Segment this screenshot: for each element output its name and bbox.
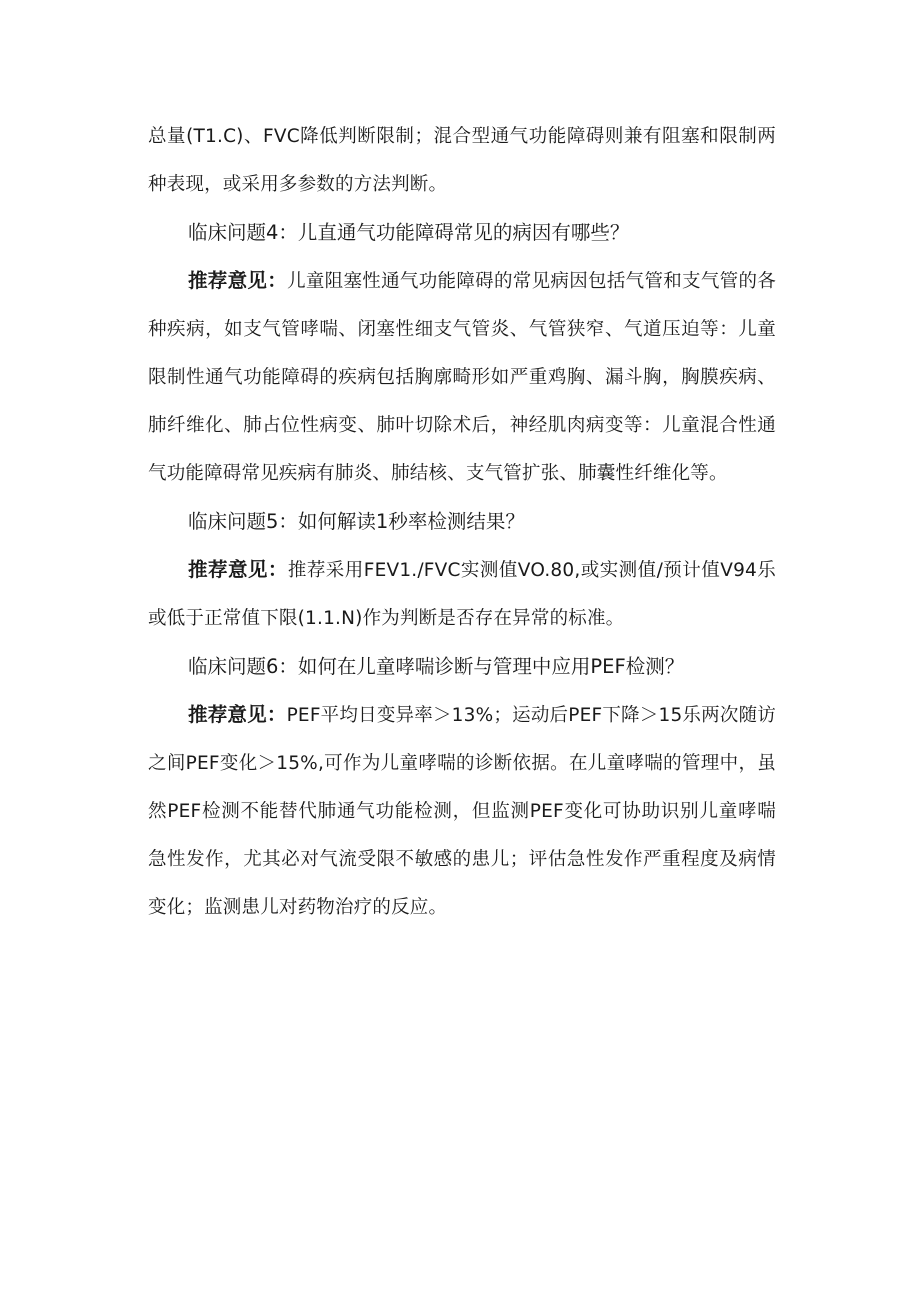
recommendation-5-paragraph [148,546,776,643]
recommendation-4-paragraph [148,257,776,498]
question-5-heading: 临床问题5：如何解读1秒率检测结果？ [188,510,525,533]
recommendation-4-label: 推荐意见： [188,269,288,292]
recommendation-6-paragraph [148,691,776,932]
recommendation-5-label: 推荐意见： [188,558,288,581]
question-6-heading: 临床问题6：如何在儿童哮喘诊断与管理中应用PEF检测？ [188,655,685,678]
recommendation-6-label: 推荐意见： [188,703,287,726]
recommendation-4-text: 儿童阻塞性通气功能障碍的常见病因包括气管和支气管的各种疾病，如支气管哮喘、闭塞性细支气管炎、气管狭窄、气道压迫等：儿童限制性通气功能障碍的疾病包括胸廓畸形如严重鸡胸、漏斗胸，胸膜疾病、肺纤维化、肺占位性病变、肺叶切除术后，神经肌肉病变等：儿童混合性通气功能障碍常见疾病有肺炎、肺结核、支气管扩张、肺囊性纤维化等。 [148,271,776,484]
document-body [148,113,776,932]
intro-paragraph: 总量(T1.C)、FVC降低判断限制；混合型通气功能障碍则兼有阻塞和限制两种表现，或采用多参数的方法判断。 [148,126,776,195]
question-4-heading: 临床问题4：儿直通气功能障碍常见的病因有哪些？ [188,221,630,244]
recommendation-5-text: 推荐采用FEV1./FVC实测值VO.80,或实测值/预计值V94乐或低于正常值下限(1.1.N)作为判断是否存在异常的标准。 [148,560,776,629]
recommendation-6-text: PEF平均日变异率＞13%；运动后PEF下降＞15乐两次随访之间PEF变化＞15%,可作为儿童哮喘的诊断依据。在儿童哮喘的管理中，虽然PEF检测不能替代肺通气功能检测，但监测PEF变化可协助识别儿童哮喘急性发作，尤其必对气流受限不敏感的患儿；评估急性发作严重程度及病情变化；监测患儿对药物治疗的反应。 [148,705,776,918]
